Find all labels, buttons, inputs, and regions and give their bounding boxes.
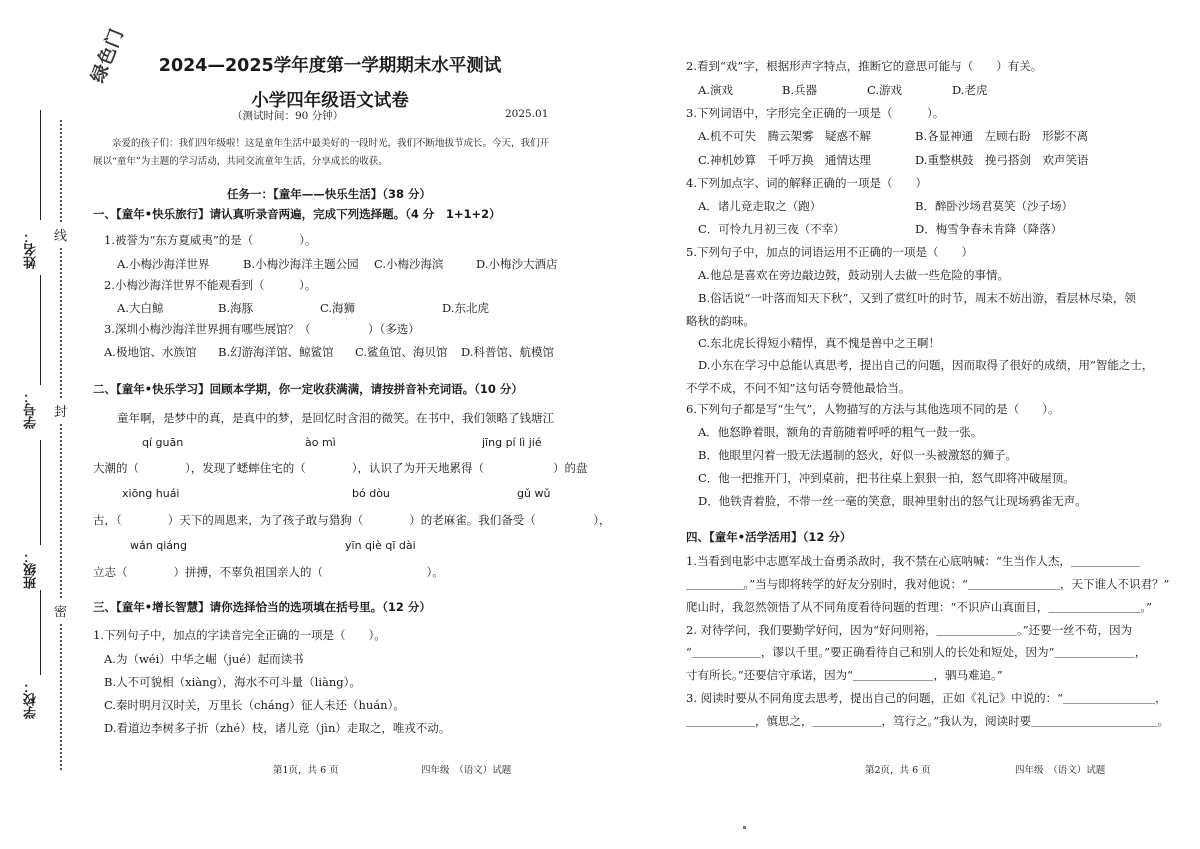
q2-option-d: D.东北虎 <box>442 301 489 315</box>
test-time: （测试时间：90 分钟） <box>232 110 344 122</box>
fill-2-line2: “＿＿＿＿＿＿，谬以千里。”要正确看待自己和别人的长处和短处，因为“＿＿＿＿＿＿＿， <box>686 645 1147 659</box>
handwritten-stamp: 绿色门 <box>87 25 129 86</box>
q3-option-b: B.幻游海洋馆、鲸鲨馆 <box>218 345 334 359</box>
q31-option-b: B.人不可貌相（xiàng），海水不可斗量（liàng）。 <box>104 675 361 689</box>
q32-option-b: B.兵器 <box>782 83 818 97</box>
fill-1-line1: 1.当看到电影中志愿军战士奋勇杀敌时，我不禁在心底呐喊：“生当作人杰，＿＿＿＿＿＿ <box>686 554 1140 568</box>
footer-subject: 四年级 （语文）试题 <box>421 765 512 776</box>
q31-option-a: A.为（wéi）中华之崛（jué）起而读书 <box>104 652 304 666</box>
q32-option-a: A.演戏 <box>698 83 733 97</box>
q36-option-b: B．他眼里闪着一股无法遏制的怒火，好似一头被激怒的狮子。 <box>698 448 1017 462</box>
q34-option-b: B．醉卧沙场君莫笑（沙子场） <box>915 199 1073 213</box>
q36-option-d: D．他铁青着脸，不带一丝一毫的笑意，眼神里射出的怒气让现场鸦雀无声。 <box>698 494 1087 508</box>
q35-option-d-line1: D.小东在学习中总能认真思考，提出自己的问题，因而取得了很好的成绩，用“智能之士， <box>698 358 1154 372</box>
q3-option-c: C.鲨鱼馆、海贝馆 <box>355 345 448 359</box>
q34-option-c: C．可怜九月初三夜（不幸） <box>698 222 845 236</box>
q34-option-d: D．梅雪争春未肯降（降落） <box>915 222 1063 236</box>
question-3-4: 4.下列加点字、词的解释正确的一项是（ ） <box>686 176 927 190</box>
student-id-line <box>40 275 41 385</box>
seal-char-xian: 线 <box>54 222 67 247</box>
fill-1-line2: ＿＿＿＿＿。”当与即将转学的好友分别时，我对他说：“＿＿＿＿＿＿＿＿，天下谁人不识君？” <box>686 577 1170 591</box>
footer-subject: 四年级 （语文）试题 <box>1015 765 1106 776</box>
question-3-2: 2.看到“戏”字，根据形声字特点，推断它的意思可能与（ ）有关。 <box>686 59 1043 73</box>
question-3-1: 1.下列句子中，加点的字读音完全正确的一项是（ ）。 <box>93 628 386 642</box>
question-3-5: 5.下列句子中，加点的词语运用不正确的一项是（ ） <box>686 245 973 259</box>
fill-3-line2: ＿＿＿＿＿＿，慎思之，＿＿＿＿＿＿，笃行之。”我认为，阅读时要＿＿＿＿＿＿＿＿＿＿＿。 <box>686 714 1170 728</box>
q1-option-b: B.小梅沙海洋主题公园 <box>243 257 359 271</box>
pinyin-wan-qiang: wán qiáng <box>130 539 187 552</box>
q33-option-a: A.机不可失 腾云架雾 疑惑不解 <box>698 129 871 143</box>
fill-2-line1: 2. 对待学问，我们要勤学好问，因为“好问则裕，＿＿＿＿＿＿＿。”还要一丝不苟，因为 <box>686 623 1133 637</box>
right-exam-page <box>600 0 1200 849</box>
q35-option-c: C.东北虎长得短小精悍，真不愧是兽中之王啊！ <box>698 336 941 350</box>
q1-option-d: D.小梅沙大酒店 <box>476 257 558 271</box>
q1-option-c: C.小梅沙海滨 <box>374 257 444 271</box>
pinyin-yin-qie-qi-dai: yīn qiè qī dài <box>345 539 416 552</box>
passage-line-3: 古，（ ）天下的周恩来，为了孩子敢与猎狗（ ）的老麻雀。我们备受（ ）， <box>93 513 611 527</box>
pinyin-xiong-huai: xiōng huái <box>122 487 180 500</box>
q1-option-a: A.小梅沙海洋世界 <box>117 257 210 271</box>
q3-option-d: D.科普馆、航模馆 <box>461 345 554 359</box>
task-one-heading: 任务一：【童年——快乐生活】（38 分） <box>227 187 432 201</box>
question-3-3: 3.下列词语中，字形完全正确的一项是（ ）。 <box>686 106 945 120</box>
q2-option-a: A.大白鲸 <box>117 301 164 315</box>
passage-line-4: 立志（ ）拼搏，不辜负祖国亲人的（ ）。 <box>93 565 444 579</box>
passage-line-2: 大潮的（ ），发现了蟋蟀住宅的（ ），认识了为开天地累得（ ）的盘 <box>93 461 588 475</box>
fill-2-line3: 寸有所长。”还要信守承诺，因为“＿＿＿＿＿＿＿，驷马难追。” <box>686 668 1003 682</box>
name-label: 姓名： <box>24 230 39 269</box>
q2-option-c: C.海狮 <box>320 301 356 315</box>
section-two-heading: 二、【童年•快乐学习】回顾本学期，你一定收获满满，请按拼音补充词语。（10 分） <box>93 382 523 396</box>
seal-dotted-line <box>60 120 62 770</box>
pinyin-gu-wu: gǔ wǔ <box>517 487 551 500</box>
q2-option-b: B.海豚 <box>218 301 254 315</box>
class-line <box>40 440 41 545</box>
exam-date: 2025.01 <box>505 108 549 120</box>
question-1-2: 2.小梅沙海洋世界不能观看到（ ）。 <box>104 278 317 292</box>
section-four-heading: 四、【童年•活学活用】（12 分） <box>686 530 852 544</box>
pinyin-ao-mi: ào mì <box>305 436 336 449</box>
q31-option-d: D.看道边李树多子折（zhé）枝，诸儿竞（jìn）走取之，唯戎不动。 <box>104 721 451 735</box>
q32-option-d: D.老虎 <box>952 83 988 97</box>
q35-option-b-line2: 略秋的韵味。 <box>686 314 755 328</box>
exam-title: 2024—2025学年度第一学期期末水平测试 <box>158 56 502 76</box>
fill-1-line3: 爬山时，我忽然领悟了从不同角度看待问题的哲理：“不识庐山真面目，＿＿＿＿＿＿＿＿。” <box>686 600 1153 614</box>
class-label: 班级： <box>24 550 39 589</box>
q35-option-b-line1: B.俗话说“一叶落而知天下秋”，又到了赏红叶的时节，周末不妨出游，看层林尽染，领 <box>698 291 1136 305</box>
q31-option-c: C.秦时明月汉时关，万里长（cháng）征人未还（huán）。 <box>104 698 405 712</box>
section-one-heading: 一、【童年•快乐旅行】请认真听录音两遍，完成下列选择题。（4 分 1+1+2） <box>93 207 501 221</box>
passage-line-1: 童年啊，是梦中的真，是真中的梦，是回忆时含泪的微笑。在书中，我们领略了钱塘江 <box>117 411 554 425</box>
exam-subtitle: 小学四年级语文试卷 <box>251 91 409 111</box>
footer-page-number: 第2页，共 6 页 <box>865 765 931 776</box>
intro-line-2: 展以“童年”为主题的学习活动，共同交流童年生活，分享成长的收获。 <box>93 156 388 167</box>
question-3-6: 6.下列句子都是写“生气”，人物描写的方法与其他选项不同的是（ ）。 <box>686 402 1060 416</box>
school-line <box>40 590 41 675</box>
footer-page-number: 第1页，共 6 页 <box>273 765 339 776</box>
q32-option-c: C.游戏 <box>867 83 903 97</box>
seal-char-mi: 密 <box>54 598 67 623</box>
q33-option-b: B.各显神通 左顾右盼 形影不离 <box>915 129 1089 143</box>
q35-option-d-line2: 不学不成，不问不知”这句话夸赞他最恰当。 <box>686 381 911 395</box>
q3-option-a: A.极地馆、水族馆 <box>104 345 197 359</box>
pinyin-qi-guan: qí guān <box>142 436 184 449</box>
q34-option-a: A．诸儿竞走取之（跑） <box>698 199 822 213</box>
section-three-heading: 三、【童年•增长智慧】请你选择恰当的选项填在括号里。（12 分） <box>93 600 431 614</box>
q33-option-d: D.重整棋鼓 挽弓搭剑 欢声笑语 <box>915 153 1089 167</box>
fill-3-line1: 3. 阅读时要从不同角度去思考，提出自己的问题，正如《礼记》中说的：“＿＿＿＿＿＿＿＿， <box>686 691 1167 705</box>
student-id-label: 学号： <box>24 390 39 429</box>
q36-option-a: A．他怒睁着眼，额角的青筋随着呼呼的粗气一鼓一张。 <box>698 425 983 439</box>
name-line <box>40 110 41 220</box>
q35-option-a: A.他总是喜欢在旁边敲边鼓，鼓动别人去做一些危险的事情。 <box>698 268 1009 282</box>
q33-option-c: C.神机妙算 千呼万换 通情达理 <box>698 153 872 167</box>
question-1-3: 3.深圳小梅沙海洋世界拥有哪些展馆？（ ）（多选） <box>104 322 420 336</box>
pinyin-jing-pi-li-jie: jīng pí lì jié <box>482 436 542 449</box>
scan-dot <box>743 826 746 829</box>
intro-line-1: 亲爱的孩子们：我们四年级啦！这是童年生活中最美好的一段时光，我们不断地拔节成长。今天，我们开 <box>112 138 550 149</box>
seal-char-feng: 封 <box>54 398 67 423</box>
pinyin-bo-dou: bó dòu <box>352 487 390 500</box>
question-1-1: 1.被誉为“东方夏威夷”的是（ ）。 <box>104 233 317 247</box>
school-label: 学校： <box>24 680 39 719</box>
q36-option-c: C．他一把推开门，冲到桌前，把书往桌上狠狠一拍，怒气即将冲破屋顶。 <box>698 471 1075 485</box>
